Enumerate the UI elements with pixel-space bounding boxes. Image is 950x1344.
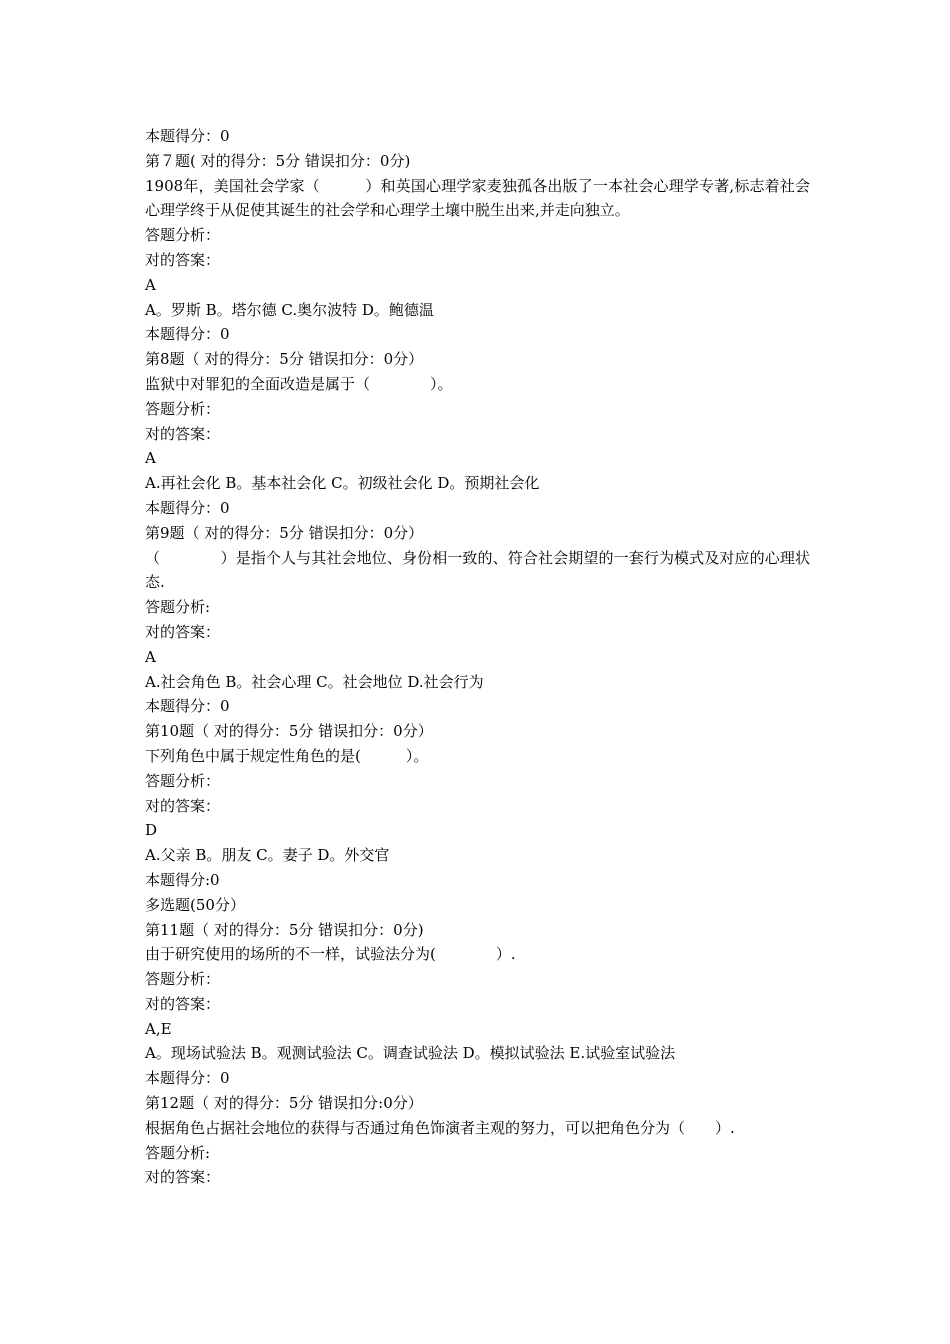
correct-answer-label: 对的答案： — [145, 250, 221, 269]
correct-answer-label: 对的答案： — [145, 1168, 221, 1187]
correct-answer-label: 对的答案： — [145, 424, 221, 443]
document-page — [145, 124, 810, 1190]
question-text: 下列角色中属于规定性角色的是( ）。 — [145, 746, 429, 765]
section-heading: 多选题(50分） — [145, 895, 245, 914]
correct-answer: A — [145, 647, 156, 666]
analysis-label: 答题分析: — [145, 598, 211, 617]
answer-options: A.再社会化 B。基本社会化 C。初级社会化 D。预期社会化 — [145, 474, 540, 493]
correct-answer-label: 对的答案： — [145, 994, 221, 1013]
score-line: 本题得分：0 — [145, 127, 230, 145]
score-line: 本题得分:0 — [145, 870, 220, 889]
analysis-label: 答题分析： — [145, 226, 221, 245]
correct-answer: A,E — [145, 1019, 172, 1038]
question-header: 第10题（ 对的得分：5分 错误扣分：0分） — [145, 722, 433, 741]
question-text: 1908年，美国社会学家（ ）和英国心理学家麦独孤各出版了一本社会心理学专著,标志着社会心理学终于从促使其诞生的社会学和心理学土壤中脱生出来,并走向独立。 — [145, 176, 810, 220]
analysis-label: 答题分析: — [145, 1143, 211, 1162]
question-header: 第9题（ 对的得分：5分 错误扣分：0分） — [145, 523, 424, 542]
question-header: 第12题（ 对的得分：5分 错误扣分:0分） — [145, 1094, 423, 1113]
question-text: 由于研究使用的场所的不一样，试验法分为( ）. — [145, 945, 516, 964]
analysis-label: 答题分析： — [145, 399, 221, 418]
score-line: 本题得分：0 — [145, 498, 230, 517]
analysis-label: 答题分析： — [145, 970, 221, 989]
question-header: 第７题( 对的得分：5分 错误扣分：0分) — [145, 151, 411, 170]
score-line: 本题得分：0 — [145, 697, 230, 716]
question-text: 监狱中对罪犯的全面改造是属于（ ）。 — [145, 374, 453, 393]
score-line: 本题得分：0 — [145, 325, 230, 344]
answer-options: A.社会角色 B。社会心理 C。社会地位 D.社会行为 — [145, 672, 484, 691]
analysis-label: 答题分析： — [145, 771, 221, 790]
question-header: 第11题（ 对的得分：5分 错误扣分：0分) — [145, 920, 424, 939]
question-text: （ ）是指个人与其社会地位、身份相一致的、符合社会期望的一套行为模式及对应的心理状态. — [145, 548, 810, 592]
answer-options: A。现场试验法 B。观测试验法 C。调查试验法 D。模拟试验法 E.试验室试验法 — [145, 1044, 676, 1063]
question-header: 第8题（ 对的得分：5分 错误扣分：0分） — [145, 350, 424, 369]
correct-answer: D — [145, 821, 158, 840]
correct-answer-label: 对的答案： — [145, 796, 221, 815]
correct-answer-label: 对的答案： — [145, 622, 221, 641]
question-text: 根据角色占据社会地位的获得与否通过角色饰演者主观的努力，可以把角色分为（ ）. — [145, 1118, 735, 1137]
correct-answer: A — [145, 275, 156, 294]
answer-options: A。罗斯 B。塔尔德 C.奥尔波特 D。鲍德温 — [145, 300, 434, 319]
answer-options: A.父亲 B。朋友 C。妻子 D。外交官 — [145, 846, 390, 865]
score-line: 本题得分：0 — [145, 1069, 230, 1088]
correct-answer: A — [145, 449, 156, 468]
